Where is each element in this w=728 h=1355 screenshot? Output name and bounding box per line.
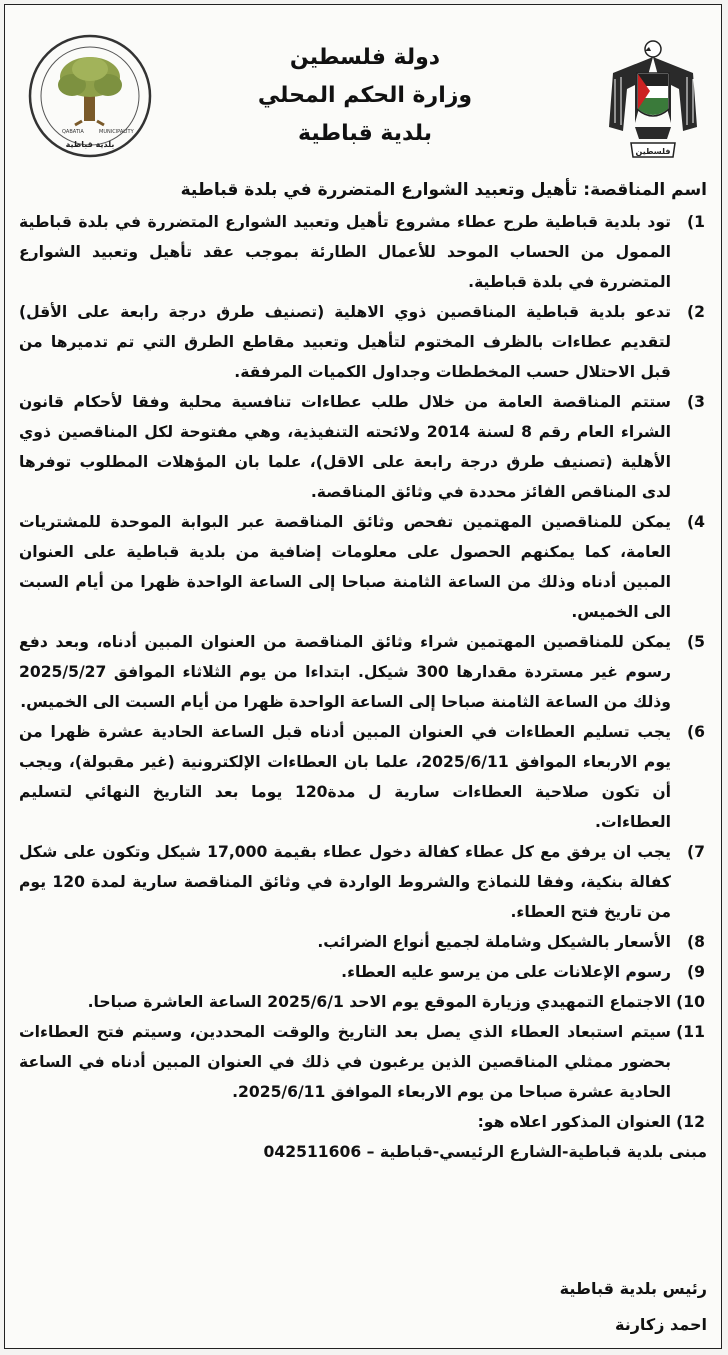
list-item — [17, 387, 711, 507]
item-number: 12) — [676, 1113, 705, 1131]
municipality-address: مبنى بلدية قباطية-الشارع الرئيسي-قباطية – 042511606 — [263, 1143, 707, 1161]
signature-title: رئيس بلدية قباطية — [559, 1279, 707, 1298]
signature-block — [560, 1271, 707, 1343]
list-item — [17, 627, 711, 717]
item-text: ستتم المناقصة العامة من خلال طلب عطاءات تنافسية محلية وفقا لأحكام قانون الشراء العام رقم 8 لسنة 2014 ولائحته التنفيذية، وهي مفتوحة لكل المناقصين ذوي الأهلية (تصنيف طرق درجة رابعة على الاقل)، علما بان المؤهلات المطلوب توفرها لدى المناقص الفائز محددة في وثائق المناقصة. — [19, 393, 671, 501]
item-text: يمكن للمناقصين المهتمين شراء وثائق المناقصة من العنوان المبين أدناه، وبعد دفع رسوم غير مستردة مقدارها 300 شيكل. ابتداءا من يوم الثلاثاء الموافق 2025/5/27 وذلك من الساعة الثامنة صباحا إلى الساعة الواحدة ظهرا من أيام السبت الى الخميس. — [19, 633, 672, 711]
item-number: 10) — [676, 993, 705, 1011]
list-item — [17, 207, 711, 297]
list-item — [17, 837, 711, 927]
list-item — [17, 1017, 711, 1107]
list-item — [17, 927, 711, 957]
seal-right-text: MUNICIPALITY — [99, 129, 134, 135]
item-number: 11) — [676, 1023, 705, 1041]
item-text: يجب تسليم العطاءات في العنوان المبين أدناه قبل الساعة الحادية عشرة ظهرا من يوم الاربعاء الموافق 2025/6/11، علما بان العطاءات الإلكترونية (غير مقبولة)، ويجب أن تكون صلاحية العطاءات سارية ل مدة120 يوما بعد التاريخ النهائي لتسليم العطاءات. — [19, 723, 671, 831]
list-item — [17, 717, 711, 837]
list-item — [17, 1107, 711, 1137]
item-number: 3) — [687, 393, 705, 411]
seal-bottom-text: بلدية قباطية — [65, 140, 115, 149]
palestine-emblem-icon — [605, 27, 701, 167]
country-name: دولة فلسطين — [289, 45, 441, 70]
list-item — [17, 957, 711, 987]
list-item — [17, 507, 711, 627]
item-text: رسوم الإعلانات على من يرسو عليه العطاء. — [341, 963, 671, 981]
header — [5, 5, 723, 180]
item-text: تود بلدية قباطية طرح عطاء مشروع تأهيل وتعبيد الشوارع المتضررة في بلدة قباطية الممول من الحساب الموحد للأعمال الطارئة بموجب عقد تأهيل وتعبيد الشوارع المتضررة في بلدة قباطية. — [19, 213, 671, 291]
list-item — [17, 297, 711, 387]
item-number: 5) — [687, 633, 705, 651]
tender-announcement — [17, 177, 711, 1167]
item-number: 4) — [687, 513, 705, 531]
item-number: 6) — [687, 723, 705, 741]
tender-items-list — [17, 207, 711, 1137]
seal-left-text: QABATIA — [62, 129, 84, 135]
item-text: يمكن للمناقصين المهتمين تفحص وثائق المناقصة عبر البوابة الموحدة للمشتريات العامة، كما يمكنهم الحصول على معلومات إضافية من بلدية قباطية على العنوان المبين أدناه وذلك من الساعة الثامنة صباحا إلى الساعة الواحدة ظهرا من أيام السبت الى الخميس. — [19, 513, 671, 621]
item-text: تدعو بلدية قباطية المناقصين ذوي الاهلية (تصنيف طرق درجة رابعة على الأقل) لتقديم عطاءات بالظرف المختوم لتأهيل وتعبيد مقاطع الطرق التي تم تدميرها من قبل الاحتلال حسب المخططات وجداول الكميات المرفقة. — [19, 303, 671, 381]
item-text: الاجتماع التمهيدي وزيارة الموقع يوم الاحد 2025/6/1 الساعة العاشرة صباحا. — [87, 993, 671, 1011]
item-number: 7) — [687, 843, 705, 861]
item-number: 1) — [687, 213, 705, 231]
tender-title: اسم المناقصة: تأهيل وتعبيد الشوارع المتضررة في بلدة قباطية — [180, 180, 707, 200]
document-frame — [4, 4, 722, 1349]
header-titles — [195, 39, 535, 153]
item-number: 8) — [687, 933, 705, 951]
municipality-name: بلدية قباطية — [298, 121, 432, 146]
item-number: 9) — [687, 963, 705, 981]
municipality-seal-icon — [27, 33, 153, 159]
ministry-name: وزارة الحكم المحلي — [257, 83, 473, 108]
emblem-caption: فلسطين — [635, 147, 671, 156]
item-number: 2) — [687, 303, 705, 321]
item-text: الأسعار بالشيكل وشاملة لجميع أنواع الضرائب. — [317, 933, 671, 951]
item-text: العنوان المذكور اعلاه هو: — [477, 1113, 671, 1131]
list-item — [17, 987, 711, 1017]
item-text: سيتم استبعاد العطاء الذي يصل بعد التاريخ والوقت المحددين، وسيتم فتح العطاءات بحضور ممثلي المناقصين الذين يرغبون في ذلك في العنوان المبين أدناه في الساعة الحادية عشرة صباحا من يوم الاربعاء الموافق 2025/6/11. — [19, 1023, 671, 1101]
item-text: يجب ان يرفق مع كل عطاء كفالة دخول عطاء بقيمة 17,000 شيكل وتكون على شكل كفالة بنكية، وفقا للنماذج والشروط الواردة في وثائق المناقصة سارية لمدة 120 يوم من تاريخ فتح العطاء. — [19, 843, 671, 921]
signature-name: احمد زكارنة — [615, 1315, 707, 1334]
